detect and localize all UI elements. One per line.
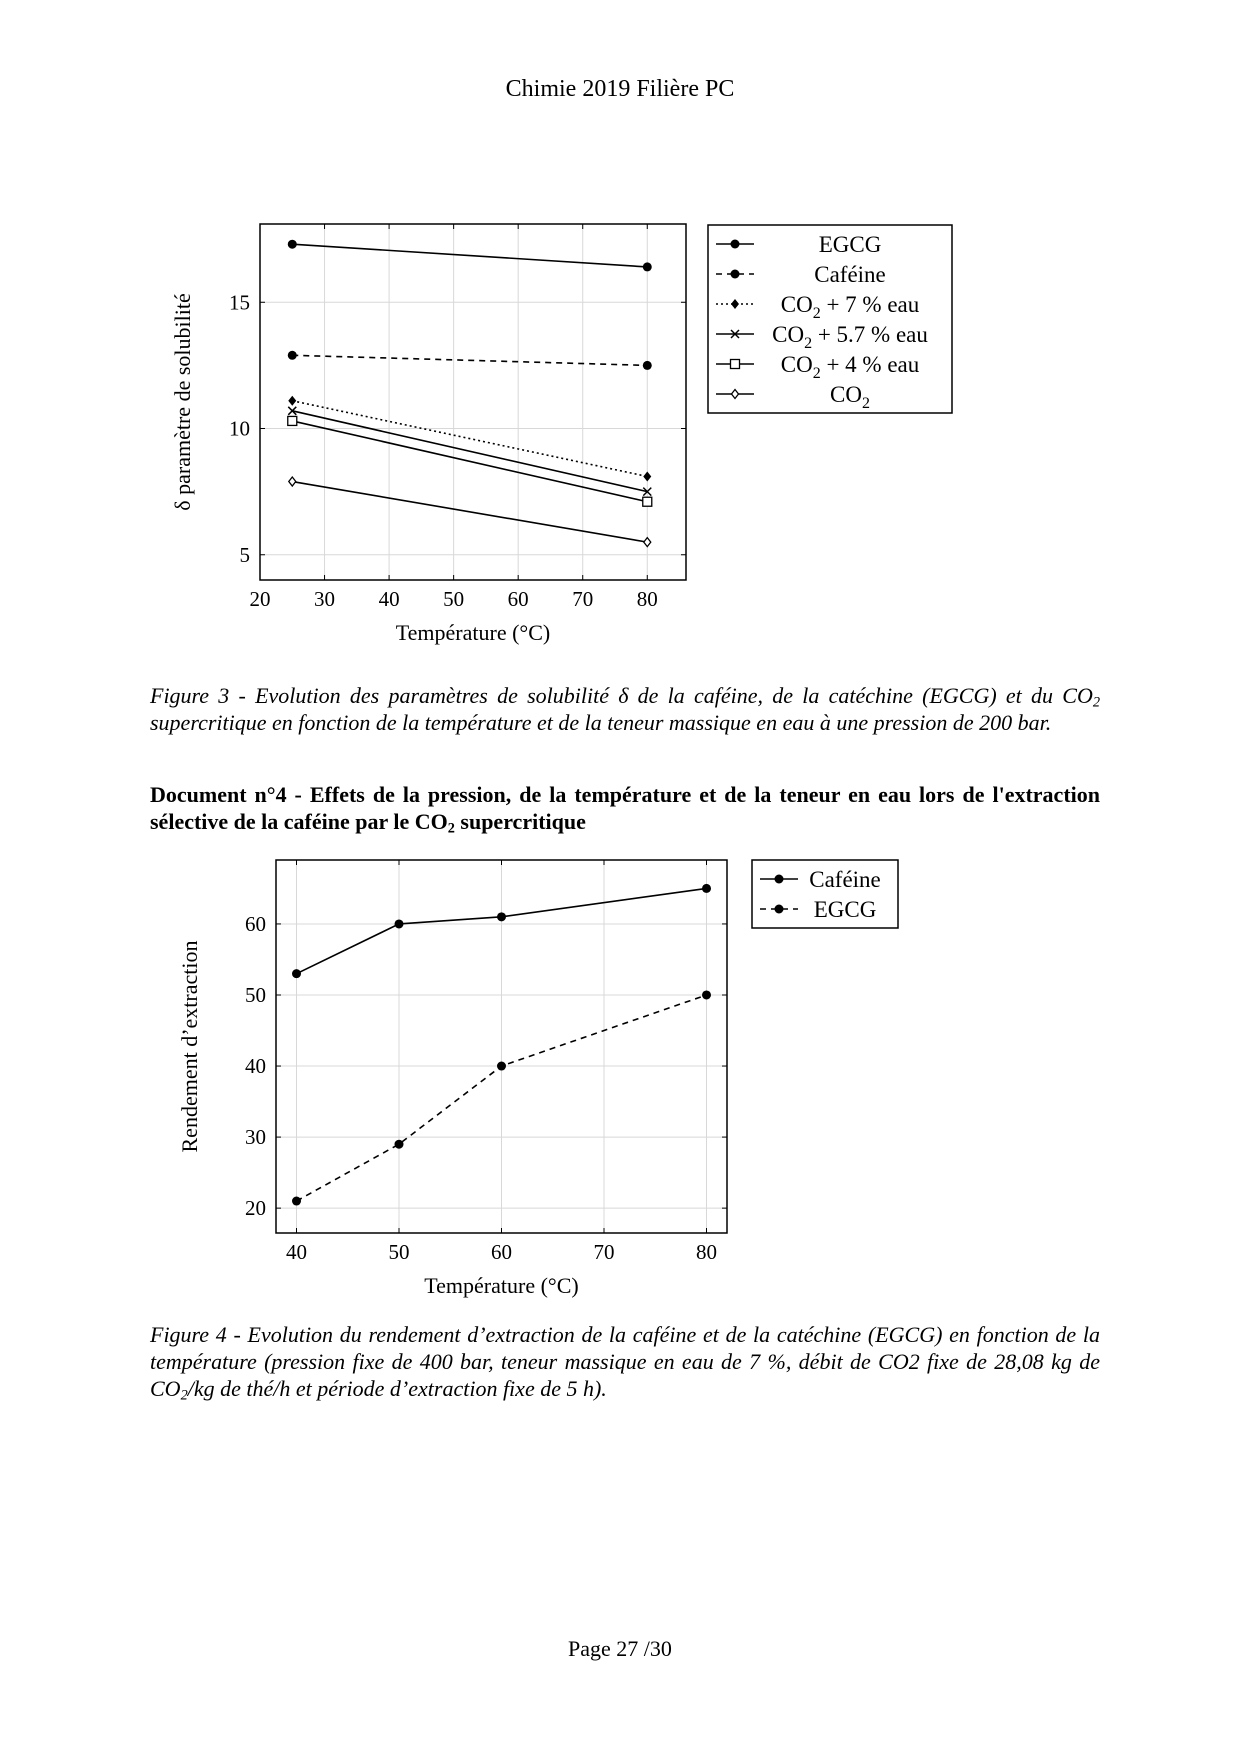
- caption-subscript: 2: [1092, 694, 1100, 711]
- legend-text-main: CO: [780, 292, 813, 317]
- legend-text-main: EGCG: [813, 897, 877, 922]
- y-axis-label: δ paramètre de solubilité: [170, 293, 195, 511]
- x-tick-label: 50: [388, 1240, 410, 1264]
- x-tick-label: 70: [572, 587, 594, 611]
- data-point: [497, 1062, 506, 1071]
- x-axis-label: Température (°C): [424, 1273, 579, 1298]
- legend-text-rest: + 7 % eau: [820, 292, 920, 317]
- data-point: [292, 969, 301, 978]
- legend-label: [809, 867, 881, 892]
- x-axis-label: Température (°C): [395, 620, 551, 645]
- y-tick-label: 15: [229, 290, 250, 315]
- legend-text-main: CO: [772, 322, 805, 347]
- legend-marker: [775, 905, 784, 914]
- legend-text-main: Caféine: [814, 262, 886, 287]
- data-point: [702, 990, 711, 999]
- page-number: Page 27 /30: [568, 1636, 672, 1661]
- x-tick-label: 80: [636, 587, 658, 611]
- heading-text: supercritique: [454, 809, 586, 834]
- legend-label: [814, 897, 877, 922]
- x-tick-label: 40: [286, 1240, 307, 1264]
- x-tick-label: 30: [314, 587, 336, 611]
- data-point: [292, 1197, 301, 1206]
- legend-subscript: 2: [812, 305, 821, 322]
- caption-text: supercritique en fonction de la température et de la teneur massique en eau à une pression de 200 bar.: [150, 710, 1052, 735]
- legend-marker: [775, 875, 784, 884]
- x-tick-label: 40: [378, 587, 400, 611]
- caption-subscript: 2: [180, 1387, 188, 1404]
- figure-4-caption: [150, 1321, 1100, 1402]
- x-tick-label: 80: [696, 1240, 717, 1264]
- y-tick-label: 10: [229, 416, 250, 441]
- legend: [752, 860, 898, 928]
- y-tick-label: 5: [239, 542, 250, 567]
- legend-subscript: 2: [861, 395, 870, 412]
- page-header: Chimie 2019 Filière PC: [505, 76, 735, 102]
- legend-text-main: CO: [830, 382, 862, 407]
- y-tick-label: 30: [245, 1125, 266, 1150]
- caption-text: /kg de thé/h et période d’extraction fixe de 5 h).: [187, 1376, 607, 1401]
- legend-text-rest: + 4 % eau: [820, 352, 920, 377]
- heading-subscript: 2: [447, 820, 455, 837]
- y-tick-label: 60: [245, 911, 266, 936]
- x-tick-label: 50: [443, 587, 465, 611]
- x-tick-label: 60: [507, 587, 529, 611]
- heading-text: Document n°4 - Effets de la pression, de la température et de la teneur en eau lors de l'extraction sélective de la caféine par le CO: [150, 782, 1100, 834]
- data-point: [395, 1140, 404, 1149]
- caption-text: Figure 4 - Evolution du rendement d’extraction de la caféine et de la catéchine (EGCG) en fonction de la température (pression fixe de 400 bar, teneur massique en eau de 7 %, débit de CO2 fixe de 28,08 kg de CO: [150, 1322, 1100, 1401]
- y-tick-label: 50: [245, 982, 266, 1007]
- data-point: [702, 884, 711, 893]
- legend-subscript: 2: [804, 335, 813, 352]
- y-axis-label: Rendement d’extraction: [177, 940, 202, 1153]
- data-point: [395, 919, 404, 928]
- legend-text-rest: + 5.7 % eau: [812, 322, 928, 347]
- legend-text-main: Caféine: [809, 867, 881, 892]
- y-tick-label: 20: [245, 1196, 266, 1221]
- x-tick-label: 70: [593, 1240, 615, 1264]
- y-tick-label: 40: [245, 1054, 266, 1079]
- data-point: [497, 912, 506, 921]
- x-tick-label: 60: [491, 1240, 512, 1264]
- legend-subscript: 2: [812, 365, 821, 382]
- legend-text-main: CO: [780, 352, 813, 377]
- caption-text: Figure 3 - Evolution des paramètres de solubilité δ de la caféine, de la catéchine (EGCG) et du CO: [150, 683, 1093, 708]
- legend-text-main: EGCG: [818, 232, 882, 257]
- x-tick-label: 20: [249, 587, 271, 611]
